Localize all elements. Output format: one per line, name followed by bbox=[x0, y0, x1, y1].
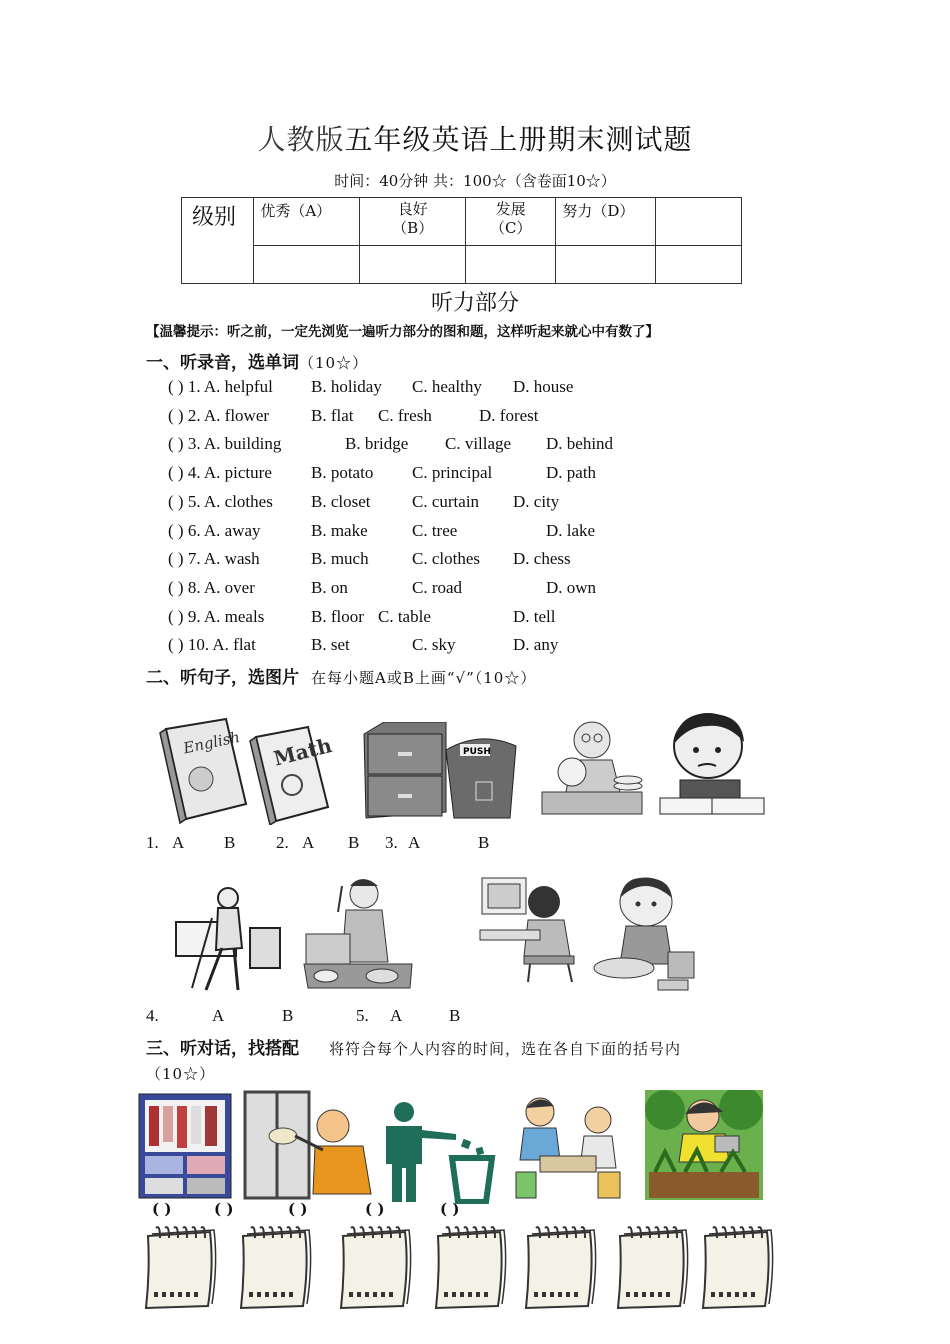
listening-tip: 【温馨提示：听之前，一定先浏览一遍听力部分的图和题，这样听起来就心中有数了】 bbox=[146, 324, 659, 340]
using-computer-picture bbox=[478, 872, 578, 984]
q-option-a: ( ) 4. A. picture bbox=[168, 463, 272, 482]
wardrobe-picture bbox=[137, 1092, 233, 1200]
cabinet-and-bin-picture bbox=[360, 722, 520, 822]
math-book-title: Math bbox=[271, 733, 335, 771]
q-option-b: B. set bbox=[311, 635, 350, 654]
grade-col-extra bbox=[656, 198, 742, 246]
q-option-b: B. potato bbox=[311, 463, 374, 482]
s2-option-1b[interactable]: B bbox=[224, 833, 236, 852]
throwing-trash-picture bbox=[378, 1100, 498, 1204]
grade-cell[interactable] bbox=[360, 246, 466, 284]
s2-option-4a[interactable]: A bbox=[212, 1006, 225, 1025]
playing-chess-picture bbox=[510, 1090, 626, 1202]
calendar-icon bbox=[520, 1226, 600, 1312]
section3-title bbox=[146, 1034, 681, 1059]
q-option-d: D. behind bbox=[546, 434, 614, 453]
answer-paren-2[interactable]: ( ) bbox=[214, 1200, 234, 1218]
listening-heading: 听力部分 bbox=[430, 291, 519, 316]
q-option-d: D. lake bbox=[546, 521, 596, 540]
q-option-b: B. floor bbox=[311, 607, 364, 626]
q-option-d: D. house bbox=[513, 377, 574, 396]
student-thinking-picture bbox=[658, 706, 766, 818]
answer-paren-5[interactable]: ( ) bbox=[440, 1200, 460, 1218]
sweeping-floor-picture bbox=[172, 878, 292, 996]
english-book-title: English bbox=[181, 727, 242, 758]
q-option-a: ( ) 5. A. clothes bbox=[168, 492, 273, 511]
q-option-c: C. road bbox=[412, 578, 463, 597]
q-option-d: D. chess bbox=[513, 549, 571, 568]
q-option-a: ( ) 6. A. away bbox=[168, 521, 261, 540]
washing-dishes-picture bbox=[532, 712, 652, 820]
s2-label-4: 4. bbox=[146, 1006, 159, 1025]
s2-option-2b[interactable]: B bbox=[348, 833, 360, 852]
calendar-icon bbox=[612, 1226, 692, 1312]
s2-option-1a[interactable]: A bbox=[172, 833, 185, 852]
q-option-c: C. fresh bbox=[378, 406, 432, 425]
q-option-b: B. bridge bbox=[345, 434, 409, 453]
section2-title bbox=[146, 663, 536, 688]
grade-col-b: 良好 （B） bbox=[360, 198, 466, 246]
q-option-a: ( ) 8. A. over bbox=[168, 578, 255, 597]
q-option-d: D. path bbox=[546, 463, 597, 482]
books-picture bbox=[150, 715, 340, 825]
q-option-d: D. forest bbox=[479, 406, 539, 425]
grade-cell[interactable] bbox=[466, 246, 556, 284]
section2-note: 在每小题A或B上画“√”（10☆） bbox=[311, 669, 537, 687]
q-option-c: C. principal bbox=[412, 463, 493, 482]
q-option-a: ( ) 7. A. wash bbox=[168, 549, 260, 568]
q-option-c: C. clothes bbox=[412, 549, 480, 568]
grade-col-a: 优秀（A） bbox=[254, 198, 360, 246]
q-option-b: B. make bbox=[311, 521, 368, 540]
q-option-c: C. healthy bbox=[412, 377, 482, 396]
grade-cell[interactable] bbox=[254, 246, 360, 284]
grade-col-c: 发展 （C） bbox=[466, 198, 556, 246]
q-option-c: C. tree bbox=[412, 521, 458, 540]
s2-label-5: 5. bbox=[356, 1006, 369, 1025]
title-main: 五年级英语上册期末测试题 bbox=[344, 123, 693, 156]
s2-label-1: 1. bbox=[146, 833, 159, 852]
calendar-icon bbox=[235, 1226, 315, 1312]
q-option-a: ( ) 3. A. building bbox=[168, 434, 282, 453]
bin-label: PUSH bbox=[463, 747, 491, 757]
q-option-b: B. flat bbox=[311, 406, 354, 425]
s2-option-5a[interactable]: A bbox=[390, 1006, 403, 1025]
watering-flowers-picture bbox=[645, 1090, 763, 1200]
q-option-d: D. any bbox=[513, 635, 559, 654]
s2-option-5b[interactable]: B bbox=[449, 1006, 461, 1025]
grade-col-d: 努力（D） bbox=[556, 198, 656, 246]
q-option-a: ( ) 10. A. flat bbox=[168, 635, 256, 654]
section1-heading: 一、听录音，选单词 bbox=[146, 353, 299, 373]
cleaning-window-picture bbox=[243, 1090, 375, 1202]
answer-paren-3[interactable]: ( ) bbox=[288, 1200, 308, 1218]
calendar-icon bbox=[335, 1226, 415, 1312]
q-option-b: B. holiday bbox=[311, 377, 382, 396]
calendar-icon bbox=[697, 1226, 777, 1312]
s2-option-3a[interactable]: A bbox=[408, 833, 421, 852]
exam-info: 时间：40分钟 共：100☆（含卷面10☆） bbox=[334, 172, 616, 190]
section2-heading: 二、听句子，选图片 bbox=[146, 668, 299, 688]
answer-paren-4[interactable]: ( ) bbox=[365, 1200, 385, 1218]
q-option-c: C. sky bbox=[412, 635, 456, 654]
s2-label-2: 2. bbox=[276, 833, 289, 852]
page-title bbox=[0, 118, 950, 158]
washing-clothes-picture bbox=[588, 872, 698, 994]
q-option-c: C. curtain bbox=[412, 492, 480, 511]
title-publisher: 人教版 bbox=[257, 123, 345, 156]
section3-note: 将符合每个人内容的时间，选在各自下面的括号内 bbox=[329, 1040, 682, 1058]
grade-cell[interactable] bbox=[656, 246, 742, 284]
section3-score-line bbox=[146, 1063, 215, 1084]
calendar-icon bbox=[140, 1226, 220, 1312]
q-option-c: C. village bbox=[445, 434, 512, 453]
q-option-b: B. much bbox=[311, 549, 369, 568]
grade-table bbox=[181, 197, 742, 284]
s2-option-3b[interactable]: B bbox=[478, 833, 490, 852]
grade-cell[interactable] bbox=[556, 246, 656, 284]
s2-label-3: 3. bbox=[385, 833, 398, 852]
q-option-d: D. own bbox=[546, 578, 597, 597]
q-option-d: D. city bbox=[513, 492, 560, 511]
q-option-a: ( ) 1. A. helpful bbox=[168, 377, 273, 396]
q-option-b: B. closet bbox=[311, 492, 371, 511]
cooking-picture bbox=[302, 872, 414, 992]
section1-title bbox=[146, 348, 368, 373]
grade-label: 级别 bbox=[182, 198, 254, 284]
calendar-icon bbox=[430, 1226, 510, 1312]
q-option-a: ( ) 2. A. flower bbox=[168, 406, 270, 425]
section1-score: （10☆） bbox=[299, 354, 369, 372]
q-option-a: ( ) 9. A. meals bbox=[168, 607, 265, 626]
q-option-b: B. on bbox=[311, 578, 348, 597]
s2-option-4b[interactable]: B bbox=[282, 1006, 294, 1025]
answer-paren-1[interactable]: ( ) bbox=[152, 1200, 172, 1218]
s2-option-2a[interactable]: A bbox=[302, 833, 315, 852]
q-option-c: C. table bbox=[378, 607, 431, 626]
q-option-d: D. tell bbox=[513, 607, 556, 626]
section3-score: （10☆） bbox=[146, 1065, 216, 1083]
section3-heading: 三、听对话，找搭配 bbox=[146, 1039, 299, 1059]
